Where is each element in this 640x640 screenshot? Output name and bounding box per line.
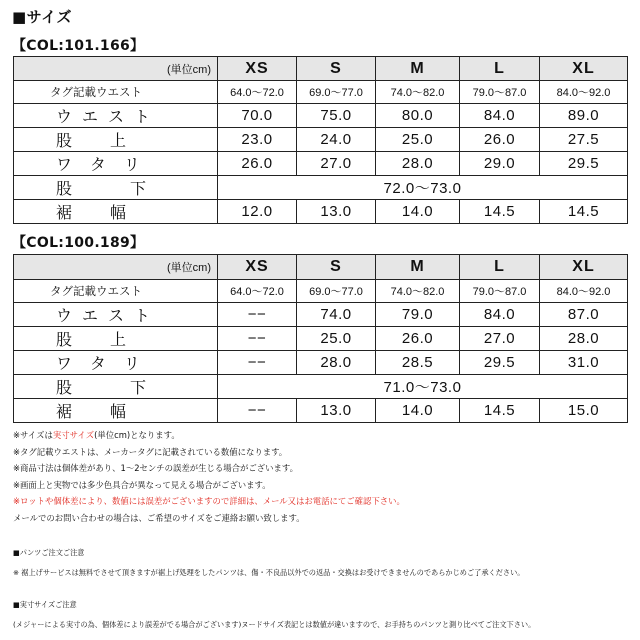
row-label: 股下 [14, 176, 218, 200]
table-row [14, 152, 628, 176]
table-row [14, 200, 628, 224]
table-row [14, 375, 628, 399]
row-label: タグ記載ウエスト [14, 81, 218, 104]
table-cell: 80.0 [376, 104, 460, 128]
table-row [14, 303, 628, 327]
unit-label: (単位cm) [14, 255, 218, 280]
table-cell: 27.5 [540, 128, 628, 152]
table-cell: 15.0 [540, 399, 628, 423]
table-cell: 31.0 [540, 351, 628, 375]
table-cell: 28.0 [376, 152, 460, 176]
note-highlight: 実寸サイズ [52, 430, 95, 440]
table-row [14, 128, 628, 152]
table-cell: 27.0 [460, 327, 540, 351]
size-table-2 [13, 254, 628, 423]
table-cell: 14.5 [540, 200, 628, 224]
row-label: 裾幅 [14, 200, 218, 224]
header-row [14, 57, 628, 81]
note-line [13, 427, 405, 444]
table-cell: 29.5 [460, 351, 540, 375]
table-cell: 84.0〜92.0 [540, 81, 628, 104]
actual-size-text: (メジャーによる実寸の為、個体差により誤差がでる場合がございます)ヌードサイズ表記とは数値が違いますので、お手持ちのパンツと測り比べてご注文下さい。 [13, 620, 536, 629]
table-row [14, 351, 628, 375]
table-cell: 14.0 [376, 200, 460, 224]
size-header: L [460, 255, 540, 280]
size-header: M [376, 57, 460, 81]
table-cell: 26.0 [218, 152, 297, 176]
table-cell: 12.0 [218, 200, 297, 224]
size-table-1 [13, 56, 628, 224]
table-cell: 75.0 [297, 104, 376, 128]
row-label: ワタリ [14, 351, 218, 375]
table-cell: 74.0 [297, 303, 376, 327]
row-label: ワタリ [14, 152, 218, 176]
table-cell: 28.5 [376, 351, 460, 375]
table-row [14, 327, 628, 351]
row-label: 裾幅 [14, 399, 218, 423]
note-warning: ※ロットや個体差により、数値には誤差がございますので詳細は、メール又はお電話にてご確認下さい。 [13, 496, 405, 507]
table-cell: 69.0〜77.0 [297, 81, 376, 104]
table-cell: 25.0 [376, 128, 460, 152]
header-row [14, 255, 628, 280]
merged-cell: 71.0〜73.0 [218, 375, 628, 399]
note-line: メールでのお問い合わせの場合は、ご希望のサイズをご連絡お願い致します。 [13, 512, 305, 523]
row-label: 股上 [14, 327, 218, 351]
table-cell: 64.0〜72.0 [218, 81, 297, 104]
pants-notice-text: ※ 裾上げサービスは無料でさせて頂きますが裾上げ処理をしたパンツは、傷・不良品以外での返品・交換はお受けできませんのであらかじめご了承ください。 [13, 568, 525, 577]
page-title: ■サイズ [12, 8, 72, 26]
note-text: (単位cm)となります。 [94, 430, 180, 440]
table-cell: −− [218, 303, 297, 327]
size-header: L [460, 57, 540, 81]
table-cell: 84.0 [460, 303, 540, 327]
unit-label: (単位cm) [14, 57, 218, 81]
table-cell: 14.5 [460, 200, 540, 224]
table-cell: 87.0 [540, 303, 628, 327]
table-cell: 26.0 [376, 327, 460, 351]
table-cell: 29.0 [460, 152, 540, 176]
table-cell: −− [218, 327, 297, 351]
col-label-2: 【COL:100.189】 [12, 235, 145, 251]
note-line: ※タグ記載ウエストは、メーカータグに記載されている数値になります。 [13, 446, 288, 457]
table-cell: 84.0〜92.0 [540, 280, 628, 303]
merged-cell: 72.0〜73.0 [218, 176, 628, 200]
actual-size-heading: ■実寸サイズご注意 [13, 600, 77, 609]
table-cell: 69.0〜77.0 [297, 280, 376, 303]
size-header: S [297, 57, 376, 81]
size-header: XL [540, 57, 628, 81]
table-cell: 14.5 [460, 399, 540, 423]
note-line: ※画面上と実物では多少色具合が異なって見える場合がございます。 [13, 479, 271, 490]
table-row [14, 176, 628, 200]
size-header: XS [218, 255, 297, 280]
table-cell: 79.0〜87.0 [460, 280, 540, 303]
table-cell: 29.5 [540, 152, 628, 176]
table-cell: 14.0 [376, 399, 460, 423]
tag-waist-row [14, 280, 628, 303]
table-cell: 24.0 [297, 128, 376, 152]
table-cell: 89.0 [540, 104, 628, 128]
size-header: XS [218, 57, 297, 81]
row-label: ウエスト [14, 104, 218, 128]
table-cell: 64.0〜72.0 [218, 280, 297, 303]
table-cell: 74.0〜82.0 [376, 280, 460, 303]
notes [13, 427, 405, 527]
row-label: 股下 [14, 375, 218, 399]
table-cell: 79.0〜87.0 [460, 81, 540, 104]
note-line: ※商品寸法は個体差があり、1〜2センチの誤差が生じる場合がございます。 [13, 463, 299, 474]
table-cell: 23.0 [218, 128, 297, 152]
table-cell: 13.0 [297, 200, 376, 224]
row-label: 股上 [14, 128, 218, 152]
table-cell: 79.0 [376, 303, 460, 327]
table-cell: 13.0 [297, 399, 376, 423]
col-label-1: 【COL:101.166】 [12, 38, 145, 54]
table-cell: −− [218, 351, 297, 375]
table-cell: 28.0 [297, 351, 376, 375]
size-header: XL [540, 255, 628, 280]
table-row [14, 104, 628, 128]
pants-notice-heading: ■パンツご注文ご注意 [13, 548, 85, 557]
table-cell: 28.0 [540, 327, 628, 351]
table-cell: 74.0〜82.0 [376, 81, 460, 104]
table-cell: 27.0 [297, 152, 376, 176]
table-cell: 26.0 [460, 128, 540, 152]
size-header: S [297, 255, 376, 280]
table-cell: 84.0 [460, 104, 540, 128]
row-label: ウエスト [14, 303, 218, 327]
table-row [14, 399, 628, 423]
row-label: タグ記載ウエスト [14, 280, 218, 303]
table-cell: 25.0 [297, 327, 376, 351]
table-cell: −− [218, 399, 297, 423]
note-text: ※サイズは [13, 430, 53, 440]
size-header: M [376, 255, 460, 280]
tag-waist-row [14, 81, 628, 104]
table-cell: 70.0 [218, 104, 297, 128]
